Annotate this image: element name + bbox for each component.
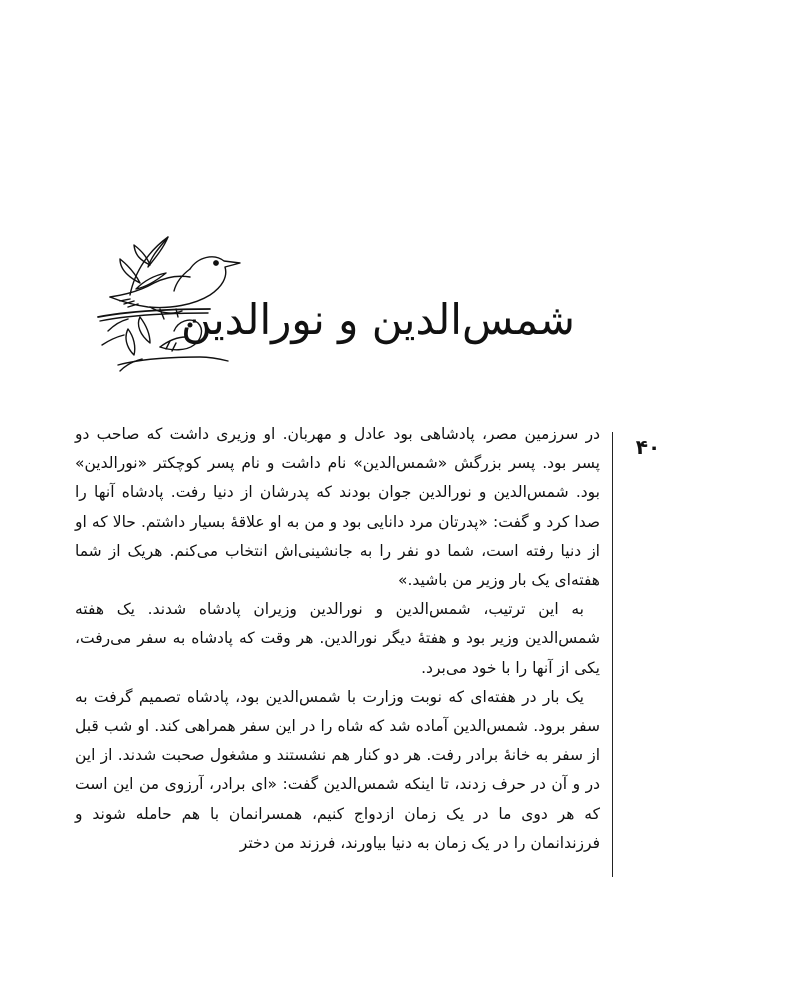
page-number: ۴۰ [635,435,661,459]
paragraph: یک بار در هفته‌ای که نوبت وزارت با شمس‌الدین بود، پادشاه تصمیم گرفت به سفر برود. شمس‌الدین آماده شد که شاه را در این سفر همراهی کند. او شب قبل از سفر به خانهٔ برادر رفت. هر دو کنار هم نشستند و مشغول صحبت شدند. از این در و آن در حرف زدند، تا اینکه شمس‌الدین گفت: «ای برادر، آرزوی من این است که هر دوی ما در یک زمان ازدواج کنیم، همسرانمان با هم حامله شوند و فرزندانمان را در یک زمان به دنیا بیاورند، فرزند من دختر [75,687,600,852]
body-text [75,420,600,858]
margin-rule [612,432,613,877]
paragraph: در سرزمین مصر، پادشاهی بود عادل و مهربان. او وزیری داشت که صاحب دو پسر بود. پسر بزرگش «شمس‌الدین» نام داشت و نام پسر کوچکتر «نورالدین» بود. شمس‌الدین و نورالدین جوان بودند که پدرشان از دنیا رفت. پادشاه آنها را صدا کرد و گفت: «پدرتان مرد دانایی بود و من به او علاقهٔ بسیار داشتم. حالا که او از دنیا رفته است، شما دو نفر را به جانشینی‌اش انتخاب می‌کنم. هریک از شما هفته‌ای یک بار وزیر من باشید.» [75,425,600,590]
chapter-title: شمس‌الدین و نورالدین [180,295,575,344]
paragraph: به این ترتیب، شمس‌الدین و نورالدین وزیران پادشاه شدند. یک هفته شمس‌الدین وزیر بود و هفتهٔ دیگر نورالدین. هر وقت که پادشاه به سفر می‌رفت، یکی از آنها را با خود می‌برد. [75,600,600,677]
